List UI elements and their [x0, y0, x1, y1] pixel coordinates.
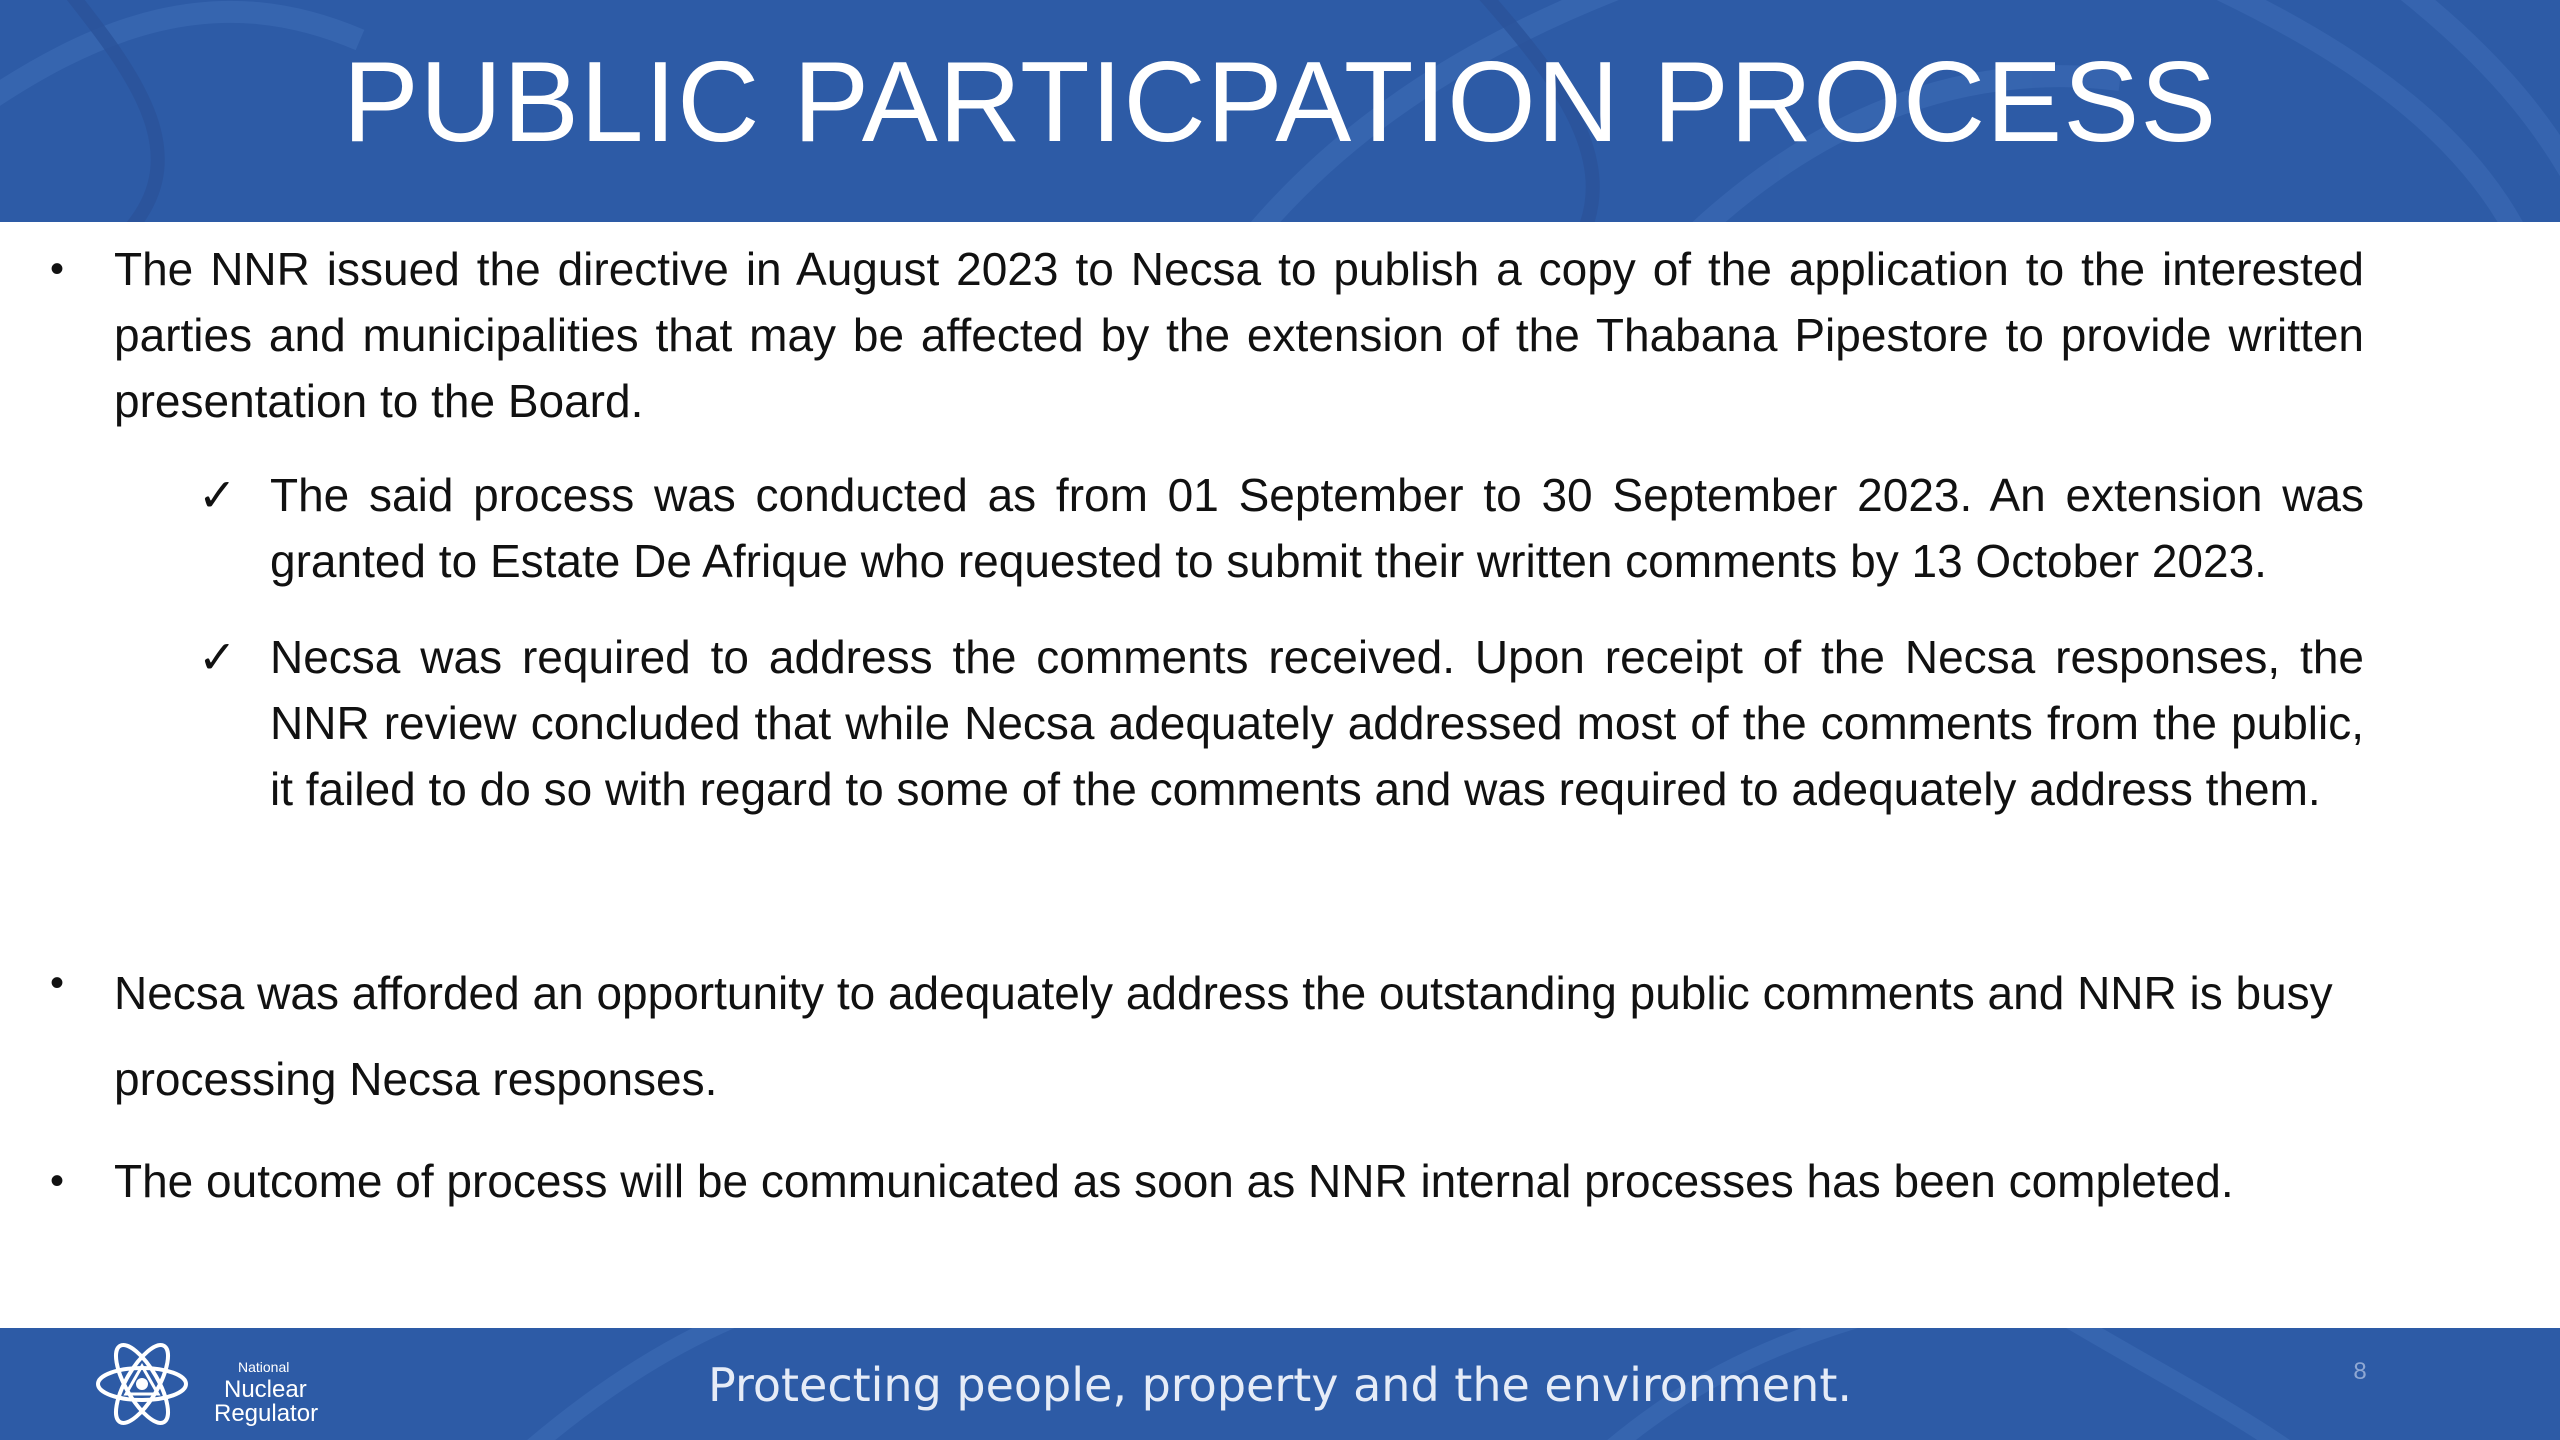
- header-band: [0, 0, 2560, 222]
- footer-band: [0, 1328, 2560, 1440]
- slide-content: [0, 222, 2560, 1328]
- page-number: 8: [2353, 1358, 2367, 1385]
- bullet-item-opportunity: Necsa was afforded an opportunity to adequately address the outstanding public comments and NNR is busy processing Necsa responses.: [114, 967, 2333, 1105]
- checkmark-icon: ✓: [198, 630, 237, 684]
- footer-tagline: Protecting people, property and the environment.: [708, 1358, 1852, 1412]
- checkmark-icon: ✓: [198, 468, 237, 522]
- page-title: PUBLIC PARTICPATION PROCESS: [342, 39, 2218, 166]
- logo-text-regulator: Regulator: [214, 1400, 319, 1427]
- sub-item-process-conducted: The said process was conducted as from 01 September to 30 September 2023. An extension was granted to Estate De Afrique who requested to submit their written comments by 13 October 2023.: [270, 469, 2364, 587]
- bullet-marker: •: [50, 247, 65, 291]
- logo-text-national: National: [238, 1359, 290, 1375]
- sub-item-comments-addressed: Necsa was required to address the comments received. Upon receipt of the Necsa responses, the NNR review concluded that while Necsa adequately addressed most of the comments from the public, it failed to do so with regard to some of the comments and was required to adequately address them.: [270, 631, 2364, 815]
- bullet-item-outcome: The outcome of process will be communicated as soon as NNR internal processes has been completed.: [114, 1155, 2234, 1207]
- bullet-item-directive: The NNR issued the directive in August 2023 to Necsa to publish a copy of the application to the interested parties and municipalities that may be affected by the extension of the Thabana Pipestore to provide written presentation to the Board.: [114, 243, 2364, 427]
- bullet-marker: •: [50, 1159, 65, 1203]
- bullet-marker: •: [50, 961, 65, 1005]
- logo-text-nuclear: Nuclear: [224, 1376, 307, 1403]
